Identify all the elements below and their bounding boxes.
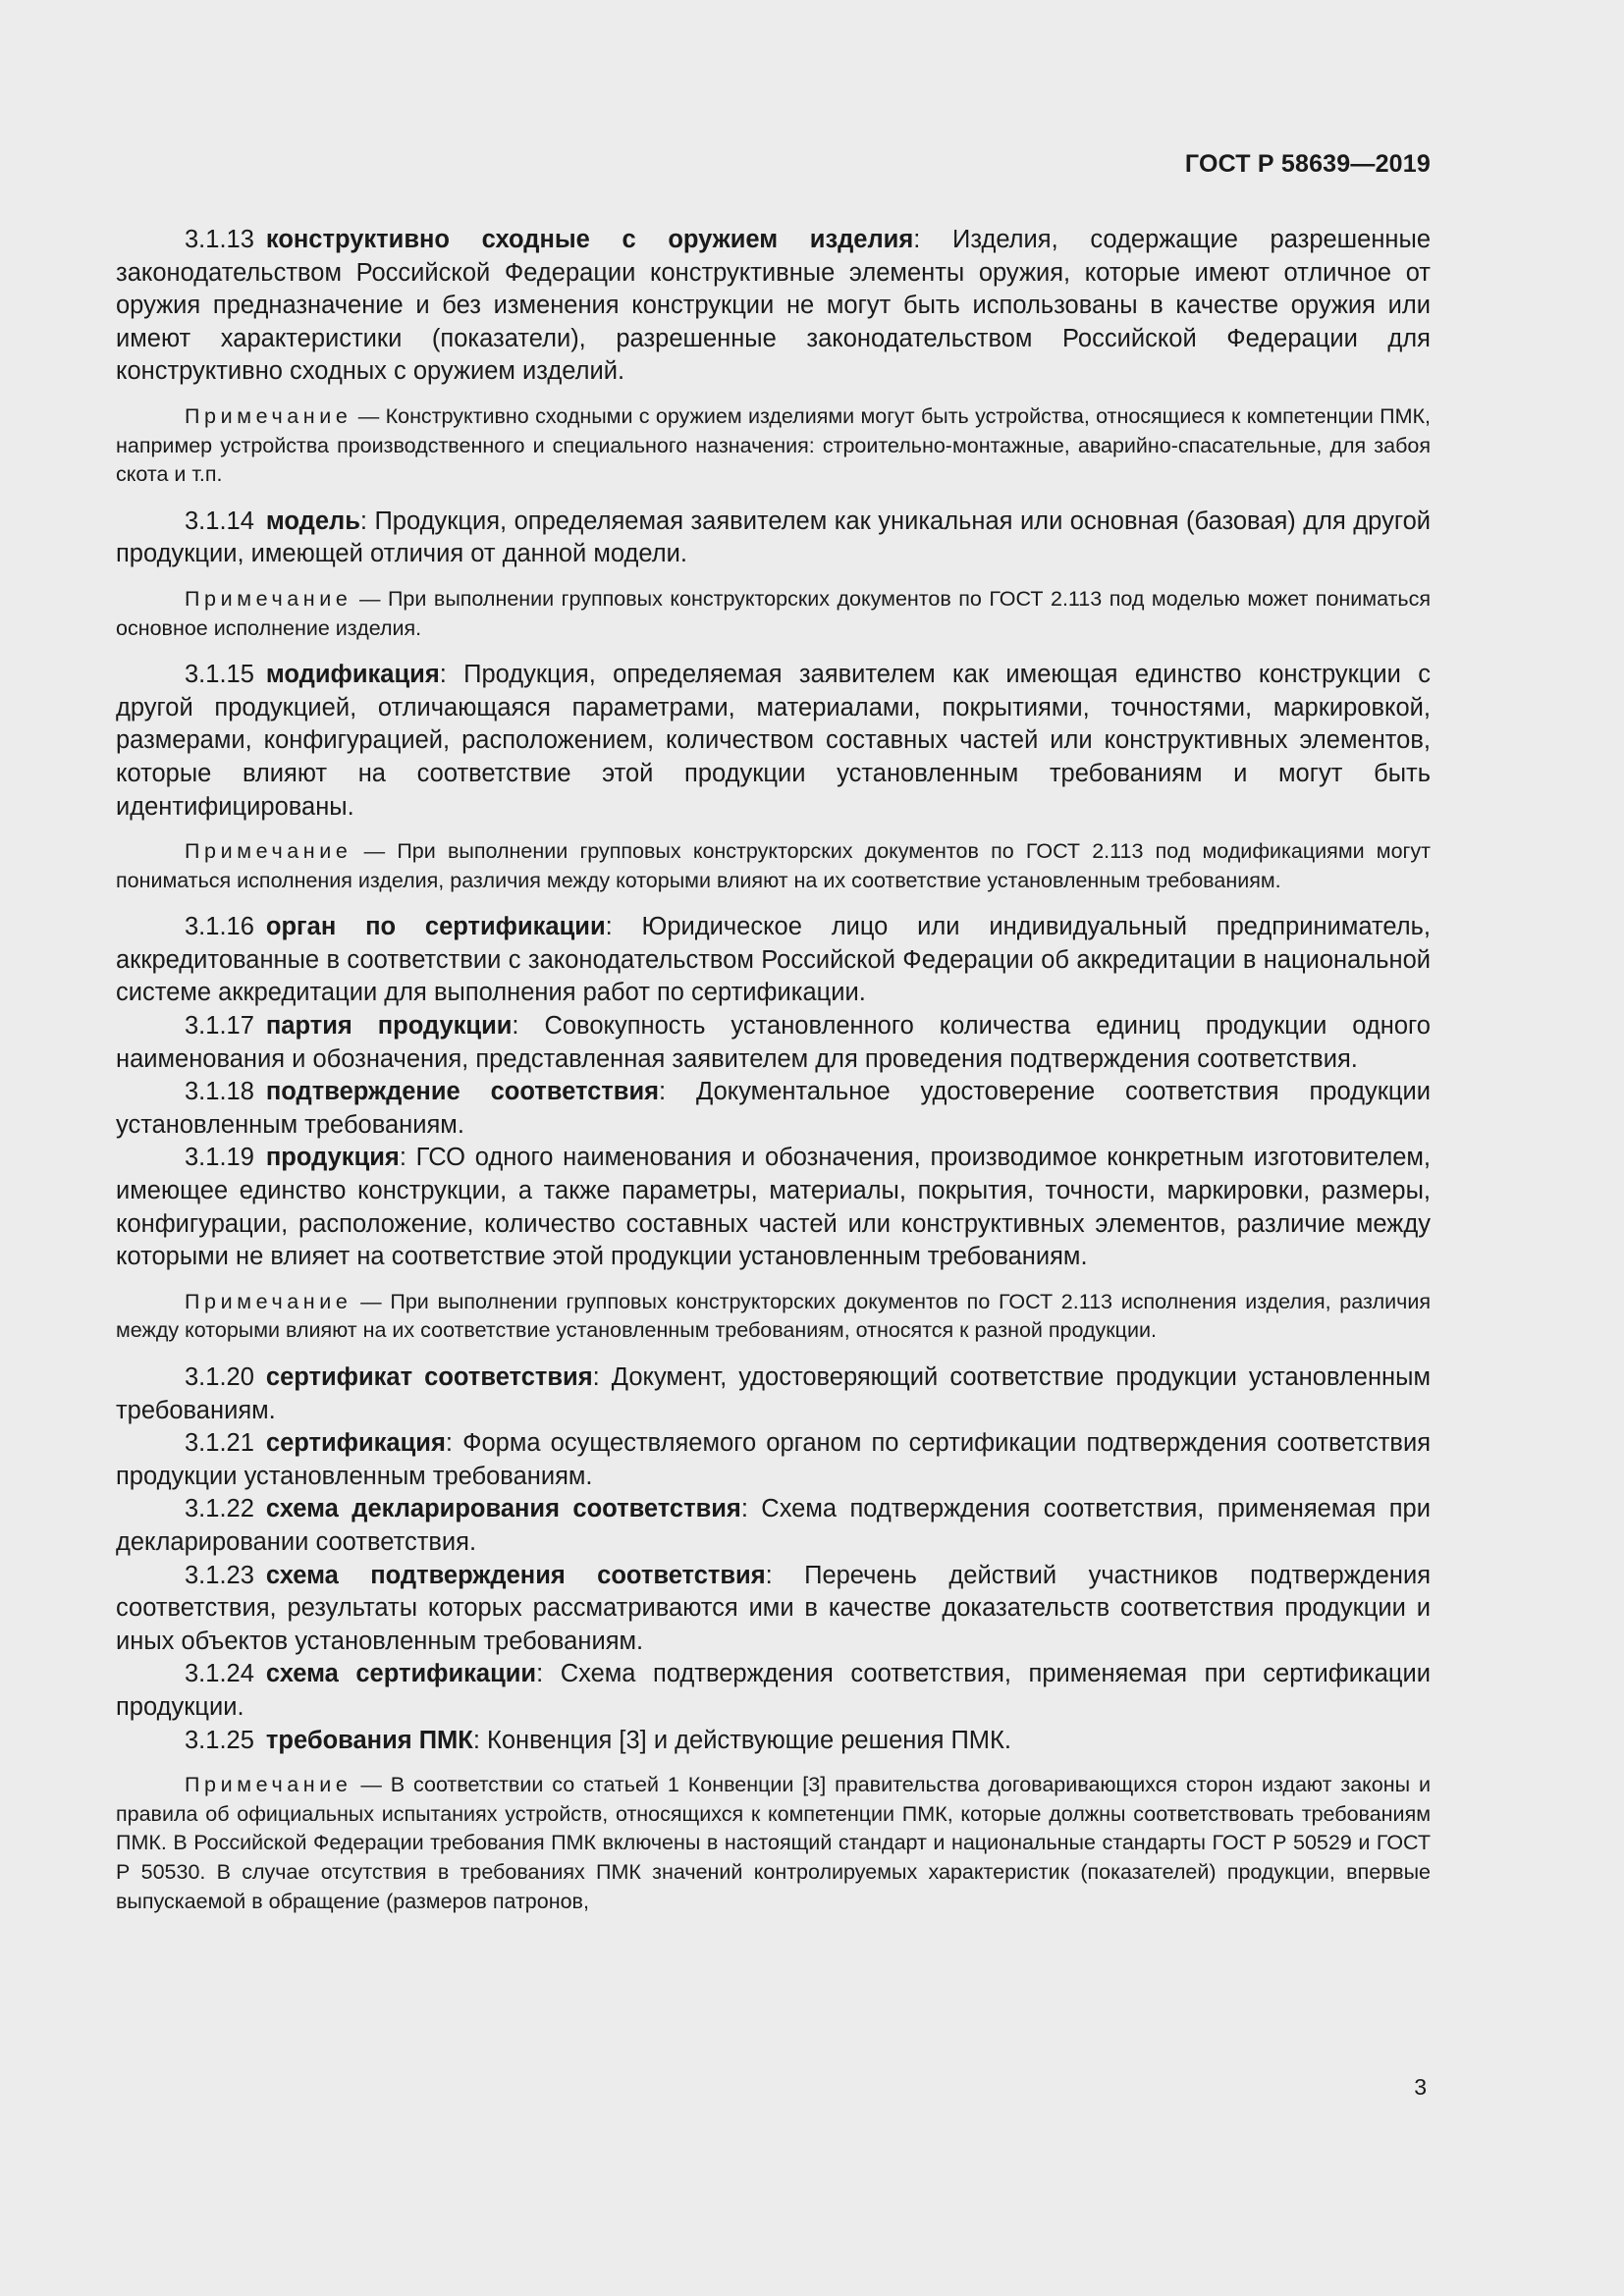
definition-3-1-21	[116, 1427, 1431, 1493]
note-3-1-13	[116, 402, 1431, 490]
clause-number: 3.1.14	[185, 507, 254, 535]
clause-number: 3.1.17	[185, 1012, 254, 1041]
page-number: 3	[1414, 2074, 1427, 2100]
definition-3-1-17	[116, 1010, 1431, 1076]
definition-text: : ГСО одного наименования и обозначения, производимое конкретным изготовителем, имеющее единство конструкции, а также параметры, материалы, покрытия, точности, маркировки, размеры, конфигурации, расположение, количество составных частей или конструктивных элементов, различие между которыми не влияет на соответствие этой продукции установленным требованиям.	[116, 1144, 1431, 1271]
clause-number: 3.1.19	[185, 1144, 254, 1172]
term: модификация	[265, 661, 440, 689]
note-label: Примечание	[185, 839, 352, 864]
term: схема сертификации	[265, 1660, 537, 1688]
note-label: Примечание	[185, 403, 352, 428]
note-3-1-25	[116, 1771, 1431, 1916]
note-3-1-14	[116, 585, 1431, 643]
term: подтверждение соответствия	[265, 1078, 660, 1106]
term: требования ПМК	[265, 1726, 473, 1754]
definition-3-1-22	[116, 1493, 1431, 1559]
term: продукция	[265, 1144, 400, 1172]
definition-3-1-23	[116, 1560, 1431, 1659]
note-text: — При выполнении групповых конструкторских документов по ГОСТ 2.113 исполнения изделия, различия между которыми влияют на их соответствие установленным требованиям, относятся к разной продукции.	[116, 1289, 1431, 1343]
note-text: — При выполнении групповых конструкторских документов по ГОСТ 2.113 под моделью может пониматься основное исполнение изделия.	[116, 586, 1431, 640]
clause-number: 3.1.16	[185, 913, 254, 941]
definition-3-1-16	[116, 911, 1431, 1010]
definition-text: : Совокупность установленного количества единиц продукции одного наименования и обозначения, представленная заявителем для проведения подтверждения соответствия.	[116, 1012, 1431, 1073]
clause-number: 3.1.18	[185, 1078, 254, 1106]
term: партия продукции	[265, 1012, 513, 1041]
definition-text: : Схема подтверждения соответствия, применяемая при сертификации продукции.	[116, 1660, 1432, 1721]
definition-text: : Схема подтверждения соответствия, применяемая при декларировании соответствия.	[116, 1495, 1431, 1556]
clause-number: 3.1.22	[185, 1495, 254, 1523]
note-3-1-15	[116, 837, 1431, 895]
document-header: ГОСТ Р 58639—2019	[1184, 150, 1431, 178]
note-label: Примечание	[185, 586, 352, 611]
clause-number: 3.1.15	[185, 661, 254, 689]
note-text: — В соответствии со статьей 1 Конвенции [3] правительства договаривающихся сторон издают законы и правила об официальных испытаниях устройств, относящихся к компетенции ПМК, которые должны соответствовать требованиям ПМК. В Российской Федерации требования ПМК включены в настоящий стандарт и национальные стандарты ГОСТ Р 50529 и ГОСТ Р 50530. В случае отсутствия в требованиях ПМК значений контролируемых характеристик (показателей) продукции, впервые выпускаемой в обращение (размеров патронов,	[116, 1773, 1431, 1913]
term: сертификация	[265, 1429, 446, 1458]
definition-text: : Документальное удостоверение соответствия продукции установленным требованиям.	[116, 1078, 1431, 1139]
note-label: Примечание	[185, 1773, 352, 1797]
term: схема декларирования соответствия	[265, 1495, 741, 1523]
definition-text: : Продукция, определяемая заявителем как имеющая единство конструкции с другой продукцией, отличающаяся параметрами, материалами, покрытиями, точностями, маркировкой, размерами, конфигурацией, расположением, количеством составных частей или конструктивных элементов, которые влияют на соответствие этой продукции установленным требованиям и могут быть идентифицированы.	[116, 661, 1431, 821]
clause-number: 3.1.23	[185, 1561, 254, 1589]
definition-text: : Документ, удостоверяющий соответствие продукции установленным требованиям.	[116, 1363, 1431, 1424]
note-text: — Конструктивно сходными с оружием изделиями могут быть устройства, относящиеся к компетенции ПМК, например устройства производственного и специального назначения: строительно-монтажные, аварийно-спасательные, для забоя скота и т.п.	[116, 403, 1431, 487]
definition-3-1-13	[116, 224, 1431, 389]
definition-text: : Перечень действий участников подтверждения соответствия, результаты которых рассматриваются ими в качестве доказательств соответствия продукции и иных объектов установленным требованиям.	[116, 1561, 1431, 1655]
clause-number: 3.1.13	[185, 226, 254, 253]
clause-number: 3.1.25	[185, 1726, 254, 1754]
term: схема подтверждения соответствия	[265, 1561, 766, 1589]
clause-number: 3.1.21	[185, 1429, 254, 1458]
term: орган по сертификации	[265, 913, 606, 941]
definition-3-1-15	[116, 659, 1431, 824]
definition-3-1-19	[116, 1142, 1431, 1273]
definition-text: : Продукция, определяемая заявителем как уникальная или основная (базовая) для другой продукции, имеющей отличия от данной модели.	[116, 507, 1431, 568]
definition-text: : Юридическое лицо или индивидуальный предприниматель, аккредитованные в соответствии с законодательством Российской Федерации об аккредитации в национальной системе аккредитации для выполнения работ по сертификации.	[116, 913, 1431, 1007]
term: конструктивно сходные с оружием изделия	[265, 226, 914, 253]
definition-text: : Форма осуществляемого органом по сертификации подтверждения соответствия продукции установленным требованиям.	[116, 1429, 1431, 1490]
definition-3-1-18	[116, 1076, 1431, 1142]
note-label: Примечание	[185, 1289, 352, 1313]
definition-3-1-20	[116, 1362, 1431, 1427]
note-text: — При выполнении групповых конструкторских документов по ГОСТ 2.113 под модификациями могут пониматься исполнения изделия, различия между которыми влияют на их соответствие установленным требованиям.	[116, 839, 1431, 892]
definition-3-1-14	[116, 506, 1431, 571]
definition-3-1-24	[116, 1658, 1431, 1724]
term: сертификат соответствия	[265, 1363, 593, 1391]
term: модель	[265, 507, 360, 535]
definition-3-1-25	[116, 1725, 1431, 1758]
definition-text: : Изделия, содержащие разрешенные законодательством Российской Федерации конструктивные элементы оружия, которые имеют отличное от оружия предназначение и без изменения конструкции не могут быть использованы в качестве оружия или имеют характеристики (показатели), разрешенные законодательством Российской Федерации для конструктивно сходных с оружием изделий.	[116, 226, 1432, 386]
clause-number: 3.1.24	[185, 1660, 254, 1688]
document-body	[116, 224, 1431, 1932]
definition-text: : Конвенция [3] и действующие решения ПМК.	[472, 1726, 1011, 1754]
clause-number: 3.1.20	[185, 1363, 254, 1391]
note-3-1-19	[116, 1288, 1431, 1346]
